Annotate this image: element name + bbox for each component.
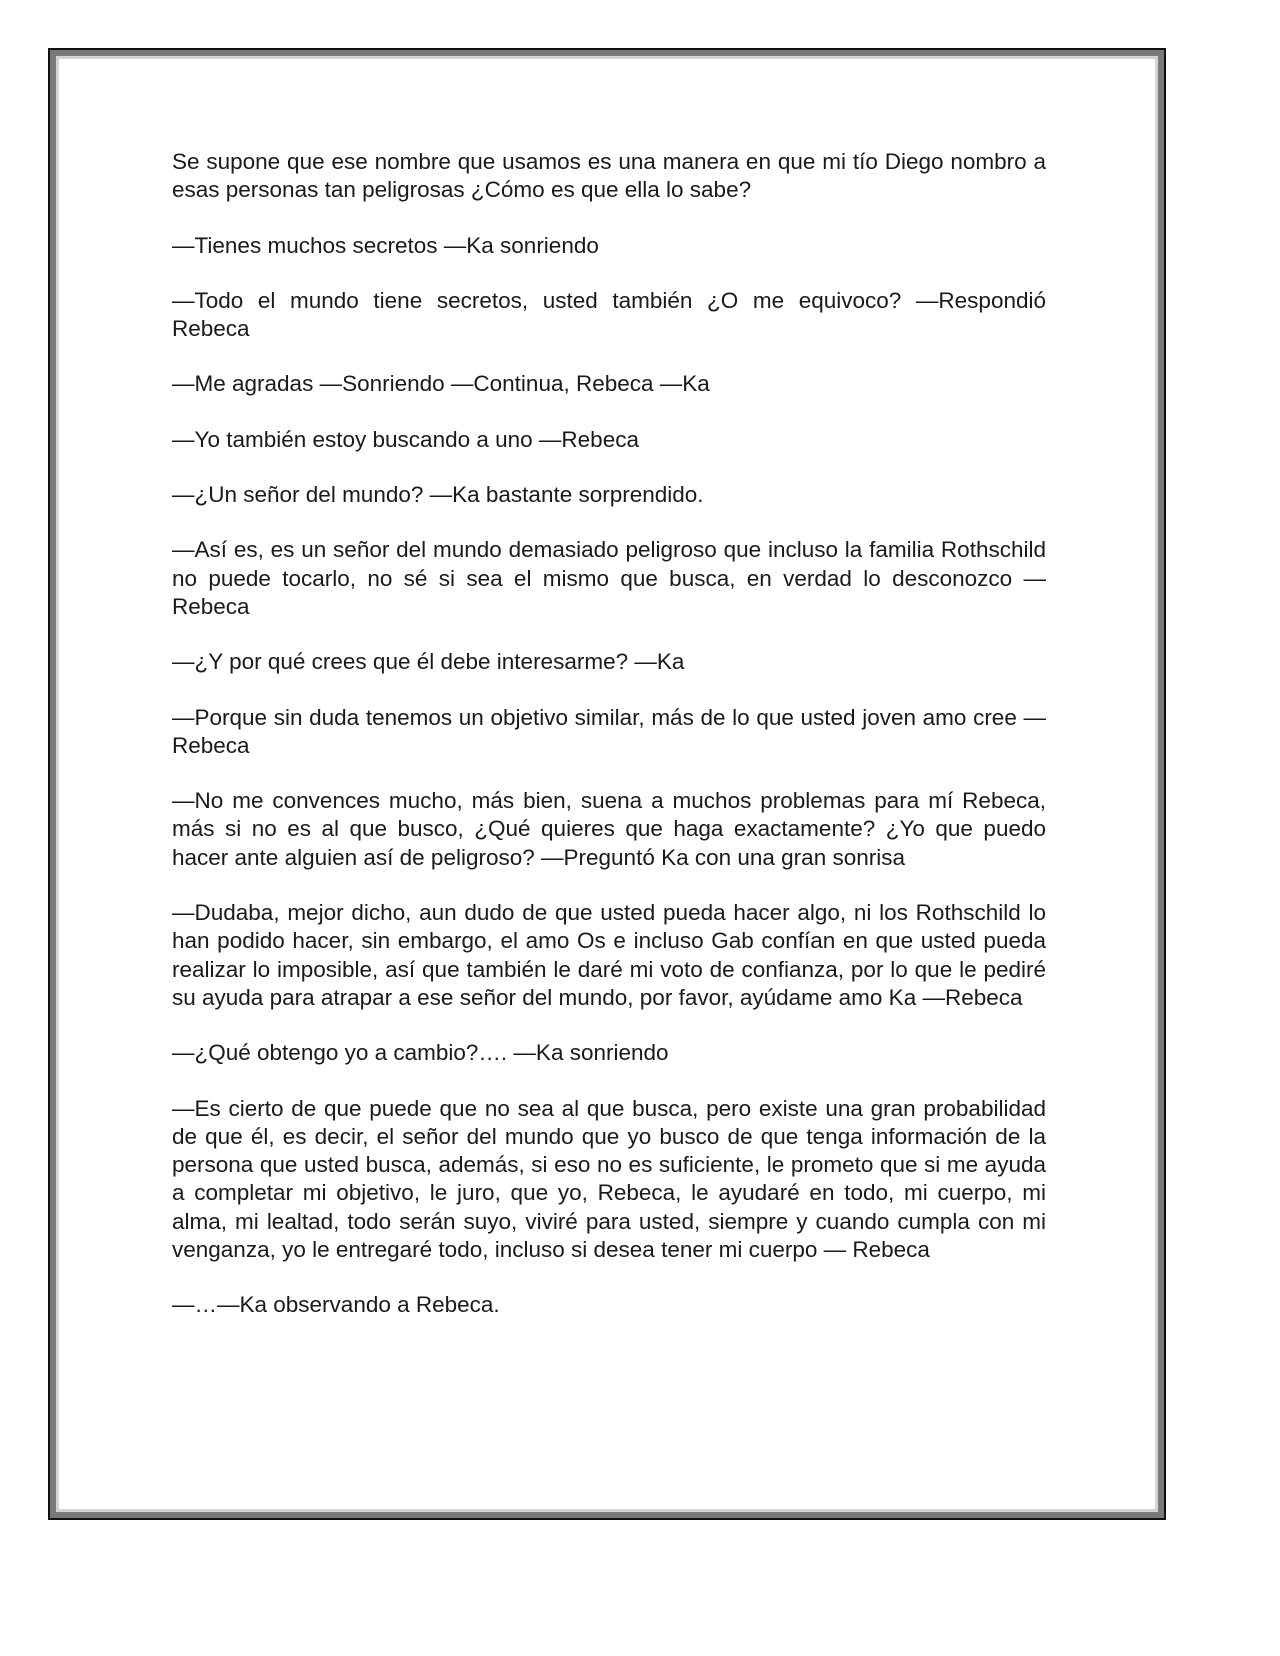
dialogue-paragraph: —Porque sin duda tenemos un objetivo similar, más de lo que usted joven amo cree —Rebeca [172,704,1046,758]
narration-paragraph: Se supone que ese nombre que usamos es una manera en que mi tío Diego nombro a esas personas tan peligrosas ¿Cómo es que ella lo sabe? [172,149,1046,203]
dialogue-paragraph: —Yo también estoy buscando a uno —Rebeca [172,426,639,452]
dialogue-paragraph: —Todo el mundo tiene secretos, usted también ¿O me equivoco? —Respondió Rebeca [172,287,1046,342]
dialogue-paragraph: —¿Y por qué crees que él debe interesarme? —Ka [172,649,685,675]
dialogue-paragraph: —No me convences mucho, más bien, suena a muchos problemas para mí Rebeca, más si no es al que busco, ¿Qué quieres que haga exactamente? ¿Yo que puedo hacer ante alguien así de peligroso? —Preguntó Ka con una gran sonrisa [172,788,1046,870]
dialogue-paragraph: —¿Qué obtengo yo a cambio?…. —Ka sonriendo [172,1040,669,1066]
dialogue-paragraph: —Tienes muchos secretos —Ka sonriendo [172,232,599,258]
dialogue-paragraph: —Me agradas —Sonriendo —Continua, Rebeca —Ka [172,371,710,397]
dialogue-paragraph: —Dudaba, mejor dicho, aun dudo de que usted pueda hacer algo, ni los Rothschild lo han podido hacer, sin embargo, el amo Os e incluso Gab confían en que usted pueda realizar lo imposible, así que también le daré mi voto de confianza, por lo que le pediré su ayuda para atrapar a ese señor del mundo, por favor, ayúdame amo Ka —Rebeca [172,900,1046,1010]
dialogue-paragraph: —¿Un señor del mundo? —Ka bastante sorprendido. [172,482,704,508]
page-text-content [172,148,1046,1347]
dialogue-paragraph: —…—Ka observando a Rebeca. [172,1292,500,1318]
page-body [56,56,1158,1512]
page-border-frame [48,48,1166,1520]
dialogue-paragraph: —Así es, es un señor del mundo demasiado peligroso que incluso la familia Rothschild no puede tocarlo, no sé si sea el mismo que busca, en verdad lo desconozco —Rebeca [172,537,1046,619]
dialogue-paragraph: —Es cierto de que puede que no sea al que busca, pero existe una gran probabilidad de que él, es decir, el señor del mundo que yo busco de que tenga información de la persona que usted busca, además, si eso no es suficiente, le prometo que si me ayuda a completar mi objetivo, le juro, que yo, Rebeca, le ayudaré en todo, mi cuerpo, mi alma, mi lealtad, todo serán suyo, viviré para usted, siempre y cuando cumpla con mi venganza, yo le entregaré todo, incluso si desea tener mi cuerpo — Rebeca [172,1095,1046,1263]
